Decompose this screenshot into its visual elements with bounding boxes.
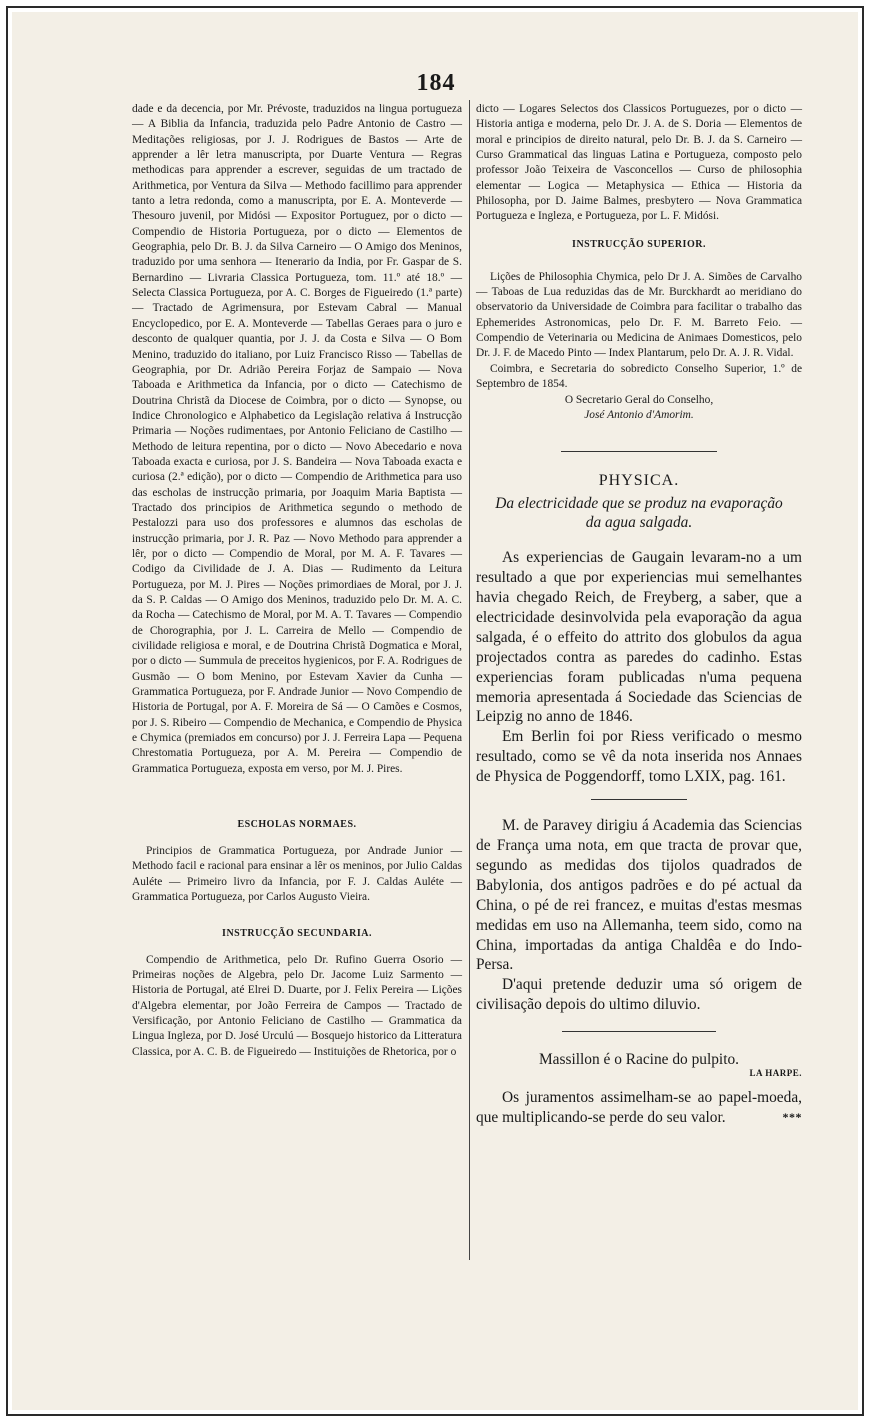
paravey-paragraph-2: D'aqui pretende deduzir uma só origem de civilisação depois do ultimo diluvio. xyxy=(476,976,802,1014)
catalog-paragraph: dade e da decencia, por Mr. Prévoste, traduzidos na lingua portugueza — A Biblia da Infancia, traduzida pelo Padre Antonio de Castro — Meditações religiosas, por J. J. Rodrigues de Bastos — Arte de apprender a lêr letra manuscripta, por Duarte Ventura — Regras methodicas para apprender a escrever, seguidas de um tractado de Arithmetica, por Ventura da Silva — Methodo facillimo para apprender tanto a letra redonda, como a manuscripta, por E. A. Monteverde — Thesouro juvenil, por Midósi — Expositor Portuguez, por o dicto — Compendio de Historia Portugueza, por o dicto — Elementos de Geographia, pelo Dr. B. J. da Silva Carneiro — O Amigo dos Meninos, traduzido por uma senhora — Itenerario da India, por Fr. Gaspar de S. Bernardino — Livraria Classica Portugueza, tom. 11.º até 18.º — Selecta Classica Portugueza, por A. C. Borges de Figueiredo (1.ª parte) — Tractado de Agrimensura, por Estevam Cabral — Manual Encyclopedico, por E. A. Monteverde — Tabellas Geraes para o juro e desconto de qualquer quantia, por J. J. da Costa e Silva — O Bom Menino, traduzido do italiano, por Luiz Francisco Risso — Tabellas de Geographia, por Dr. Adrião Pereira Forjaz de Sampaio — Nova Taboada e Arithmetica da Infancia, por o dicto — Catechismo de Doutrina Christã da Diocese de Coimbra, por o dicto — Synopse, ou Indice Chronologico e Alphabetico da Legislação relativa á Instrucção Primaria — Noções rudimentaes, por Antonio Feliciano de Castilho — Methodo de leitura repentina, por o dicto — Novo Abecedario e nova Taboada exacta e curiosa, por J. S. Bandeira — Nova Taboada exacta e curiosa (2.ª edição), por o dicto — Compendio de Arithmetica para uso das escholas de instrucção primaria, por Joaquim Maria Baptista — Tractado dos principios de Arithmetica segundo o methodo de Pestalozzi para uso dos professores e alumnos das escholas de instrucção primaria, por J. R. Paz — Novo Methodo para apprender a lêr, por o dicto — Compendio de Moral, por M. A. F. Tavares — Codigo da Civilidade de J. A. Dias — Rudimento da Leitura Portugueza, por M. J. Pires — Noções primordiaes de Moral, por J. J. da S. P. Caldas — O Amigo dos Meninos, traduzido pelo Dr. M. A. C. da Rocha — Catechismo de Moral, por M. A. T. Tavares — Compendio de Chorographia, por J. L. Carreira de Mello — Compendio de civilidade religiosa e moral, e de Doutrina Christã Dogmatica e Moral, por o dicto — Summula de preceitos hygienicos, por F. A. Rodrigues de Gusmão — O bom Menino, por Estevam Xavier da Cunha — Grammatica Portugueza, por F. Andrade Junior — Novo Compendio de Historia de Portugal, por A. F. Moreira de Sá — O Camões e Cosmos, por J. S. Ribeiro — Compendio de Mechanica, e Compendio de Physica e Chymica (premiados em concurso) por J. J. Ferreira Lapa — Pequena Chrestomatia Portugueza, por A. M. Pereira — Compendio de Grammatica Portugueza, exposta em verso, por M. J. Pires. xyxy=(132,103,462,775)
page-number: 184 xyxy=(416,70,456,96)
quote-paragraph: Os juramentos assimelham-se ao papel-moeda, que multiplicando-se perde do seu valor. xyxy=(476,1089,802,1126)
physica-subtitle-line-1: Da electricidade que se produz na evaporação xyxy=(495,495,783,513)
heading-escholas-normaes: ESCHOLAS NORMAES. xyxy=(237,819,357,831)
normaes-paragraph: Principios de Grammatica Portugueza, por Andrade Junior — Methodo facil e racional para ensinar a lêr os meninos, por Julio Caldas Auléte — Primeiro livro da Infancia, por F. J. Caldas Auléte — Grammatica Portugueza, por Carlos Augusto Vieira. xyxy=(132,845,462,904)
attribution-la-harpe: LA HARPE. xyxy=(749,1068,802,1079)
signature-title: O Secretario Geral do Conselho, xyxy=(564,393,714,406)
left-column xyxy=(132,102,462,1060)
continuation-paragraph: dicto — Logares Selectos dos Classicos Portuguezes, por o dicto — Historia antiga e moderna, pelo Dr. J. A. de S. Doria — Elementos de moral e principios de direito natural, pelo Dr. B. J. da S. Carneiro — Curso Grammatical das linguas Latina e Portugueza, composto pelo professor João Teixeira de Vasconcellos — Curso de philosophia elementar — Logica — Metaphysica — Ethica — Historia da Philosopha, por D. Jaime Balmes, presbytero — Nova Grammatica Portugueza e Ingleza, e Portugueza, por L. F. Midósi. xyxy=(476,103,802,223)
right-column xyxy=(476,102,802,1125)
physica-title: PHYSICA. xyxy=(598,472,680,490)
dateline: Coimbra, e Secretaria do sobredicto Conselho Superior, 1.º de Septembro de 1854. xyxy=(476,362,802,391)
physica-subtitle-line-2: da agua salgada. xyxy=(585,514,693,532)
massillon-line: Massillon é o Racine do pulpito. xyxy=(538,1051,740,1069)
physica-paragraph-1: As experiencias de Gaugain levaram-no a um resultado a que por experiencias mui semelhantes havia chegado Reich, de Freyberg, a saber, que a electricidade desinvolvida pela evaporação da agua salgada, é o effeito do attrito dos globulos da agua projectados contra as paredes do cadinho. Estas experiencias foram publicadas n'uma pequena memoria apresentada á Sociedade das Sciencias de Leipzig no anno de 1846. xyxy=(476,549,802,726)
heading-instruccao-secundaria: INSTRUCÇÃO SECUNDARIA. xyxy=(222,927,372,939)
paravey-paragraph-1: M. de Paravey dirigiu á Academia das Sciencias de França uma nota, em que tracta de provar que, segundo as medidas dos tijolos quadrados de Babylonia, dos antigos padrões e do pé actual da China, o pé de rei francez, e muitas d'estas mesmas medidas em uso na Allemanha, teem sido, como na China, importadas da antiga Chaldêa e do Indo-Persa. xyxy=(476,817,802,974)
closing-stars: *** xyxy=(782,1109,802,1124)
superior-paragraph: Lições de Philosophia Chymica, pelo Dr J. A. Simões de Carvalho — Taboas de Lua reduzidas das de Mr. Burckhardt ao meridiano do observatorio da Universidade de Coimbra para facilitar o trabalho das Ephemerides Astronomicas, pelo Dr. F. M. Barreto Feio. — Compendio de Veterinaria ou Medicina de Animaes Domesticos, pelo Dr. J. F. de Macedo Pinto — Index Plantarum, pelo Dr. A. J. R. Vidal. xyxy=(476,270,802,360)
column-divider xyxy=(469,100,470,1260)
physica-paragraph-2: Em Berlin foi por Riess verificado o mesmo resultado, como se vê da nota inserida nos Annaes de Physica de Poggendorff, tomo LXIX, pag. 161. xyxy=(476,728,802,786)
heading-instruccao-superior: INSTRUCÇÃO SUPERIOR. xyxy=(572,238,706,250)
signature-name: José Antonio d'Amorim. xyxy=(584,408,694,421)
secundaria-paragraph: Compendio de Arithmetica, pelo Dr. Rufino Guerra Osorio — Primeiras noções de Algebra, pelo Dr. Jacome Luiz Sarmento — Historia de Portugal, até Elrei D. Duarte, por J. Felix Pereira — Lições d'Algebra elementar, por João Ferreira de Campos — Tractado de Versificação, por Antonio Feliciano de Castilho — Grammatica da Lingua Ingleza, por D. José Urculú — Bosquejo historico da Litteratura Classica, por A. C. B. de Figueiredo — Instituições de Rhetorica, por o xyxy=(132,953,462,1058)
